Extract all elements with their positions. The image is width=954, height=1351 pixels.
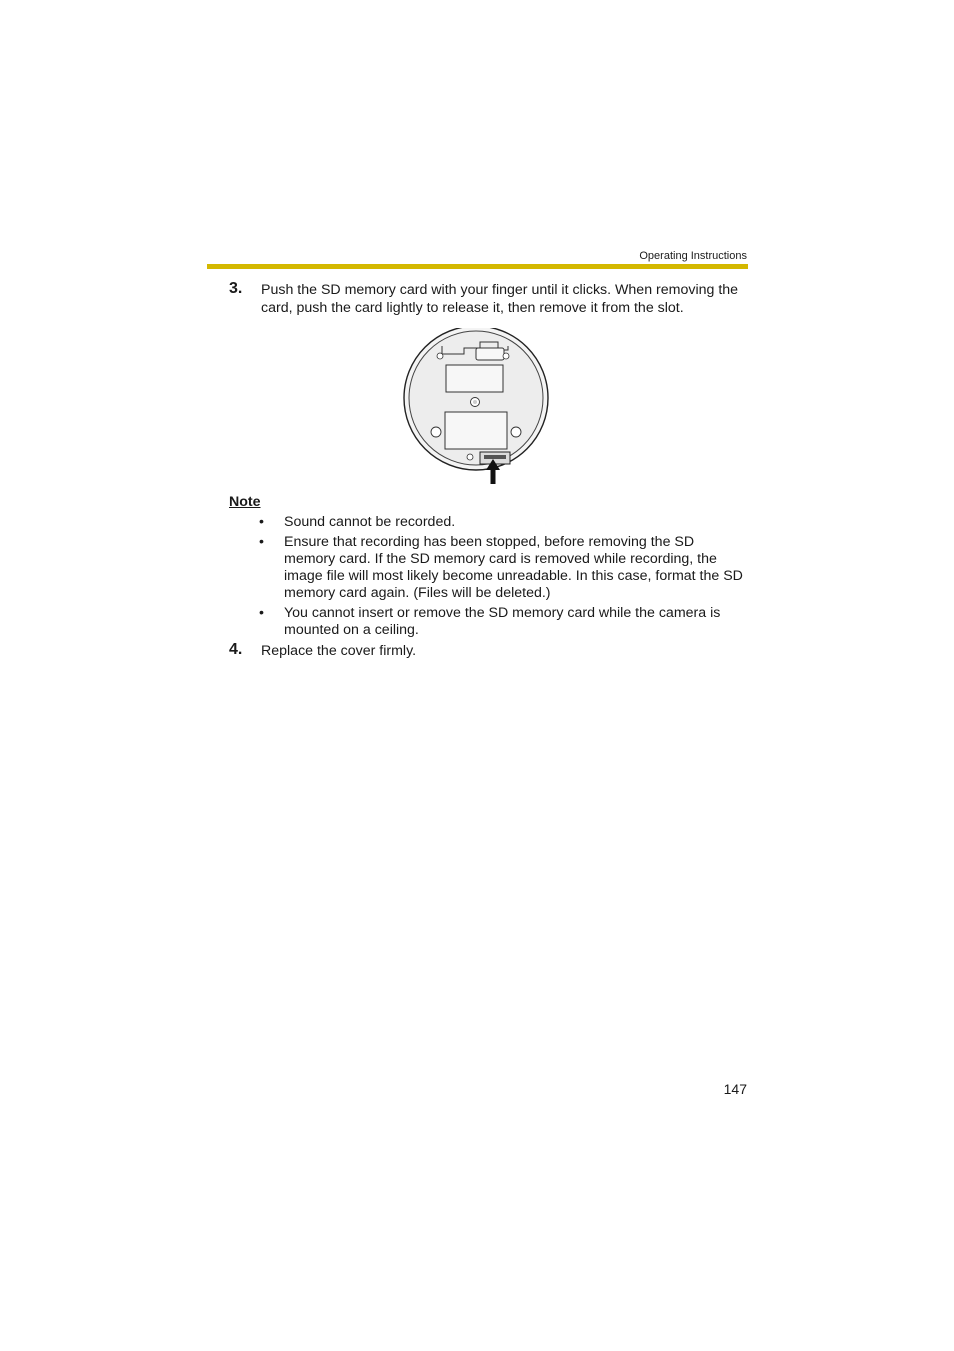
step-number: 3. (229, 280, 243, 297)
step-text: Push the SD memory card with your finger until it clicks. When removing the card, push the card lightly to release it, then remove it from the slot. (261, 282, 739, 316)
step-number: 4. (229, 641, 243, 658)
note-item-text: You cannot insert or remove the SD memory card while the camera is mounted on a ceiling. (284, 604, 721, 638)
step-text: Replace the cover firmly. (261, 643, 417, 659)
note-item-text: Ensure that recording has been stopped, before removing the SD memory card. If the SD memory card is removed while recording, the image file will most likely become unreadable. In this case, format the SD memory card again. (Files will be deleted.) (284, 534, 743, 601)
step-4 (229, 643, 749, 661)
list-item (259, 514, 749, 531)
step-3 (229, 282, 749, 317)
bullet: • (259, 514, 264, 530)
note-heading: Note (229, 494, 261, 510)
list-item (259, 605, 749, 639)
bullet: • (259, 534, 264, 551)
bullet: • (259, 604, 264, 621)
list-item (259, 534, 749, 601)
header-rule (207, 264, 748, 269)
note-item-text: Sound cannot be recorded. (284, 514, 456, 530)
page-number: 147 (723, 1081, 747, 1097)
running-header: Operating Instructions (639, 250, 747, 262)
note-list (259, 514, 749, 642)
camera-underside-sd-slot-illustration (402, 328, 552, 488)
